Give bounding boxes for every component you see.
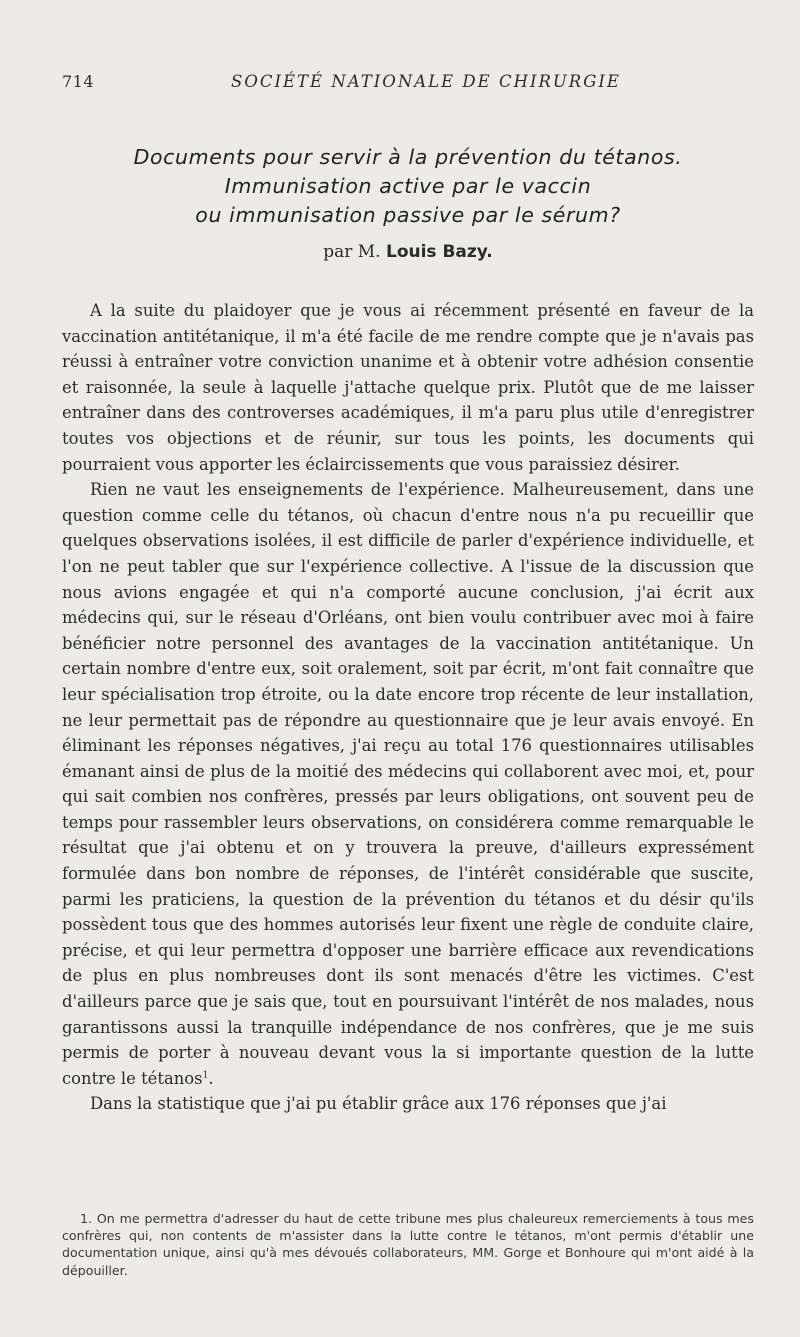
article-body <box>62 298 754 1117</box>
paragraph-1: A la suite du plaidoyer que je vous ai récemment présenté en faveur de la vaccination antitétanique, il m'a été facile de me rendre compte que je n'avais pas réussi à entraîner votre conviction unanime et à obtenir votre adhésion consentie et raisonnée, la seule à laquelle j'attache quelque prix. Plutôt que de me laisser entraîner dans des controverses académiques, il m'a paru plus utile d'enregistrer toutes vos objections et de réunir, sur tous les points, les documents qui pourraient vous apporter les éclaircissements que vous paraissiez désirer. <box>62 301 754 474</box>
footnote-number: 1. <box>80 1211 93 1226</box>
footnote-1 <box>62 1210 754 1279</box>
paragraph-2-ending: . <box>208 1068 214 1088</box>
running-header <box>62 72 754 96</box>
title-line-1: Documents pour servir à la prévention du tétanos. <box>133 145 683 169</box>
paragraph-2-text: Rien ne vaut les enseignements de l'expérience. Malheureusement, dans une question comme celle du tétanos, où chacun d'entre nous n'a pu recueillir que quelques observations isolées, il est difficile de parler d'expérience individuelle, et l'on ne peut tabler que sur l'expérience collective. A l'issue de la discussion que nous avions engagée et qui n'a comporté aucune conclusion, j'ai écrit aux médecins qui, sur le réseau d'Orléans, ont bien voulu contribuer avec moi à faire bénéficier notre personnel des avantages de la vaccination antitétanique. Un certain nombre d'entre eux, soit oralement, soit par écrit, m'ont fait connaître que leur spécialisation trop étroite, ou la date encore trop récente de leur installation, ne leur permettait pas de répondre au questionnaire que je leur avais envoyé. En éliminant les réponses négatives, j'ai reçu au total 176 questionnaires utilisables émanant ainsi de plus de la moitié des médecins qui collaborent avec moi, et, pour qui sait combien nos confrères, pressés par leurs obligations, ont souvent peu de temps pour rassembler leurs observations, on considérera comme remarquable le résultat que j'ai obtenu et on y trouvera la preuve, d'ailleurs expressément formulée dans bon nombre de réponses, de l'intérêt considérable que suscite, parmi les praticiens, la question de la prévention du tétanos et du désir qu'ils possèdent tous que des hommes autorisés leur fixent une règle de conduite claire, précise, et qui leur permettra d'opposer une barrière efficace aux revendications de plus en plus nombreuses dont ils sont menacés d'être les victimes. C'est d'ailleurs parce que je sais que, tout en poursuivant l'intérêt de nos malades, nous garantissons aussi la tranquille indépendance de nos confrères, que je me suis permis de porter à nouveau devant vous la si importante question de la lutte contre le tétanos <box>62 480 754 1088</box>
byline <box>62 242 754 262</box>
article-title <box>62 143 754 230</box>
title-line-2: Immunisation active par le vaccin <box>224 174 592 198</box>
footnotes <box>62 1210 754 1279</box>
footnote-reference: 1 <box>202 1070 209 1081</box>
page-number: 714 <box>62 72 95 91</box>
journal-title: SOCIÉTÉ NATIONALE DE CHIRURGIE <box>231 72 621 91</box>
title-line-3: ou immunisation passive par le sérum? <box>195 203 621 227</box>
paragraph-3: Dans la statistique que j'ai pu établir grâce aux 176 réponses que j'ai <box>90 1094 667 1114</box>
byline-prefix: par M. <box>323 242 381 262</box>
footnote-text: On me permettra d'adresser du haut de cette tribune mes plus chaleureux remerciements à tous mes confrères qui, non contents de m'assister dans la lutte contre le tétanos, m'ont permis d'établir une documentation unique, ainsi qu'à mes dévoués collaborateurs, MM. Gorge et Bonhoure qui m'ont aidé à la dépouiller. <box>62 1211 754 1278</box>
author-name: Louis Bazy. <box>385 242 493 262</box>
paragraph-2 <box>62 477 754 1091</box>
